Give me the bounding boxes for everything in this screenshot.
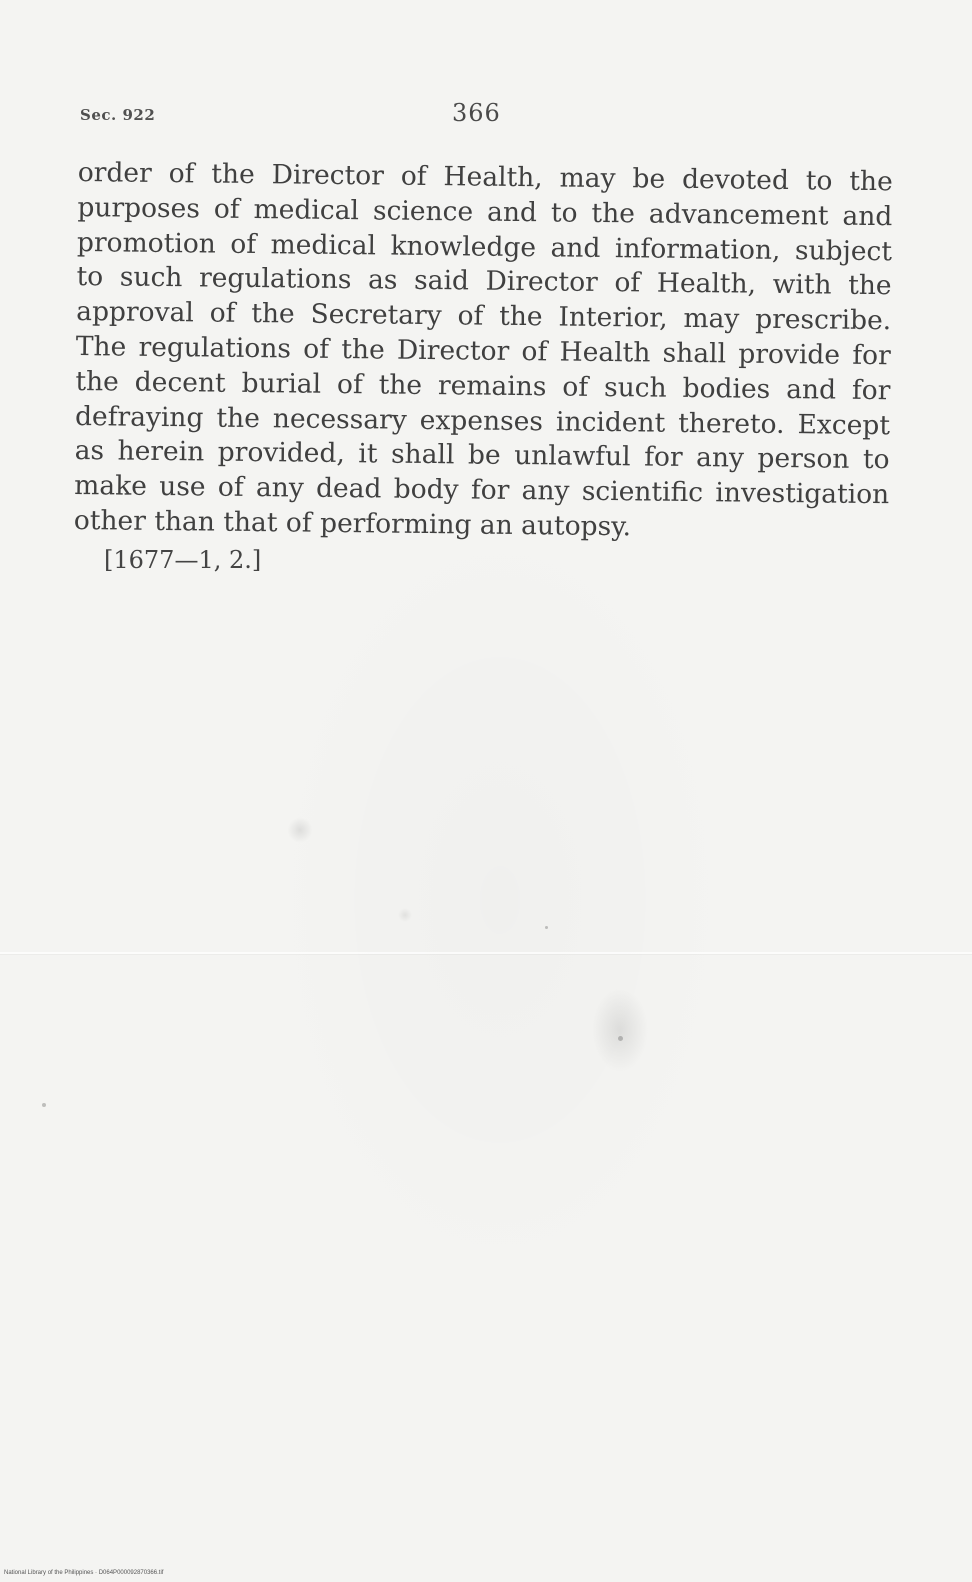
body-line: The regulations of the Director of Health shall provide for (75, 330, 891, 372)
body-paragraph (74, 156, 893, 548)
section-label: Sec. 922 (80, 106, 156, 124)
body-line: to such regulations as said Director of Health, with the (76, 261, 892, 302)
body-line: other than that of performing an autopsy. (73, 504, 632, 543)
page-fold-line (0, 952, 972, 954)
scan-speck (545, 926, 548, 929)
scan-speck (618, 1036, 623, 1041)
body-line: promotion of medical knowledge and information, subject (76, 226, 893, 267)
scan-speck (42, 1103, 46, 1107)
body-line: approval of the Secretary of the Interior, may prescribe. (76, 296, 892, 337)
page-number: 366 (452, 99, 501, 127)
body-line: make use of any dead body for any scientific investigation (74, 470, 890, 511)
body-line: purposes of medical science and to the advancement and (77, 191, 893, 233)
body-line: defraying the necessary expenses incident thereto. Except (74, 400, 891, 441)
body-line: order of the Director of Health, may be devoted to the (77, 156, 893, 198)
body-line: as herein provided, it shall be unlawful for any person to (74, 435, 890, 476)
body-line: the decent burial of the remains of such bodies and for (75, 365, 891, 407)
citation: [1677—1, 2.] (104, 546, 262, 574)
footer-credit: National Library of the Philippines · D064P000092870366.tif (4, 1570, 164, 1576)
